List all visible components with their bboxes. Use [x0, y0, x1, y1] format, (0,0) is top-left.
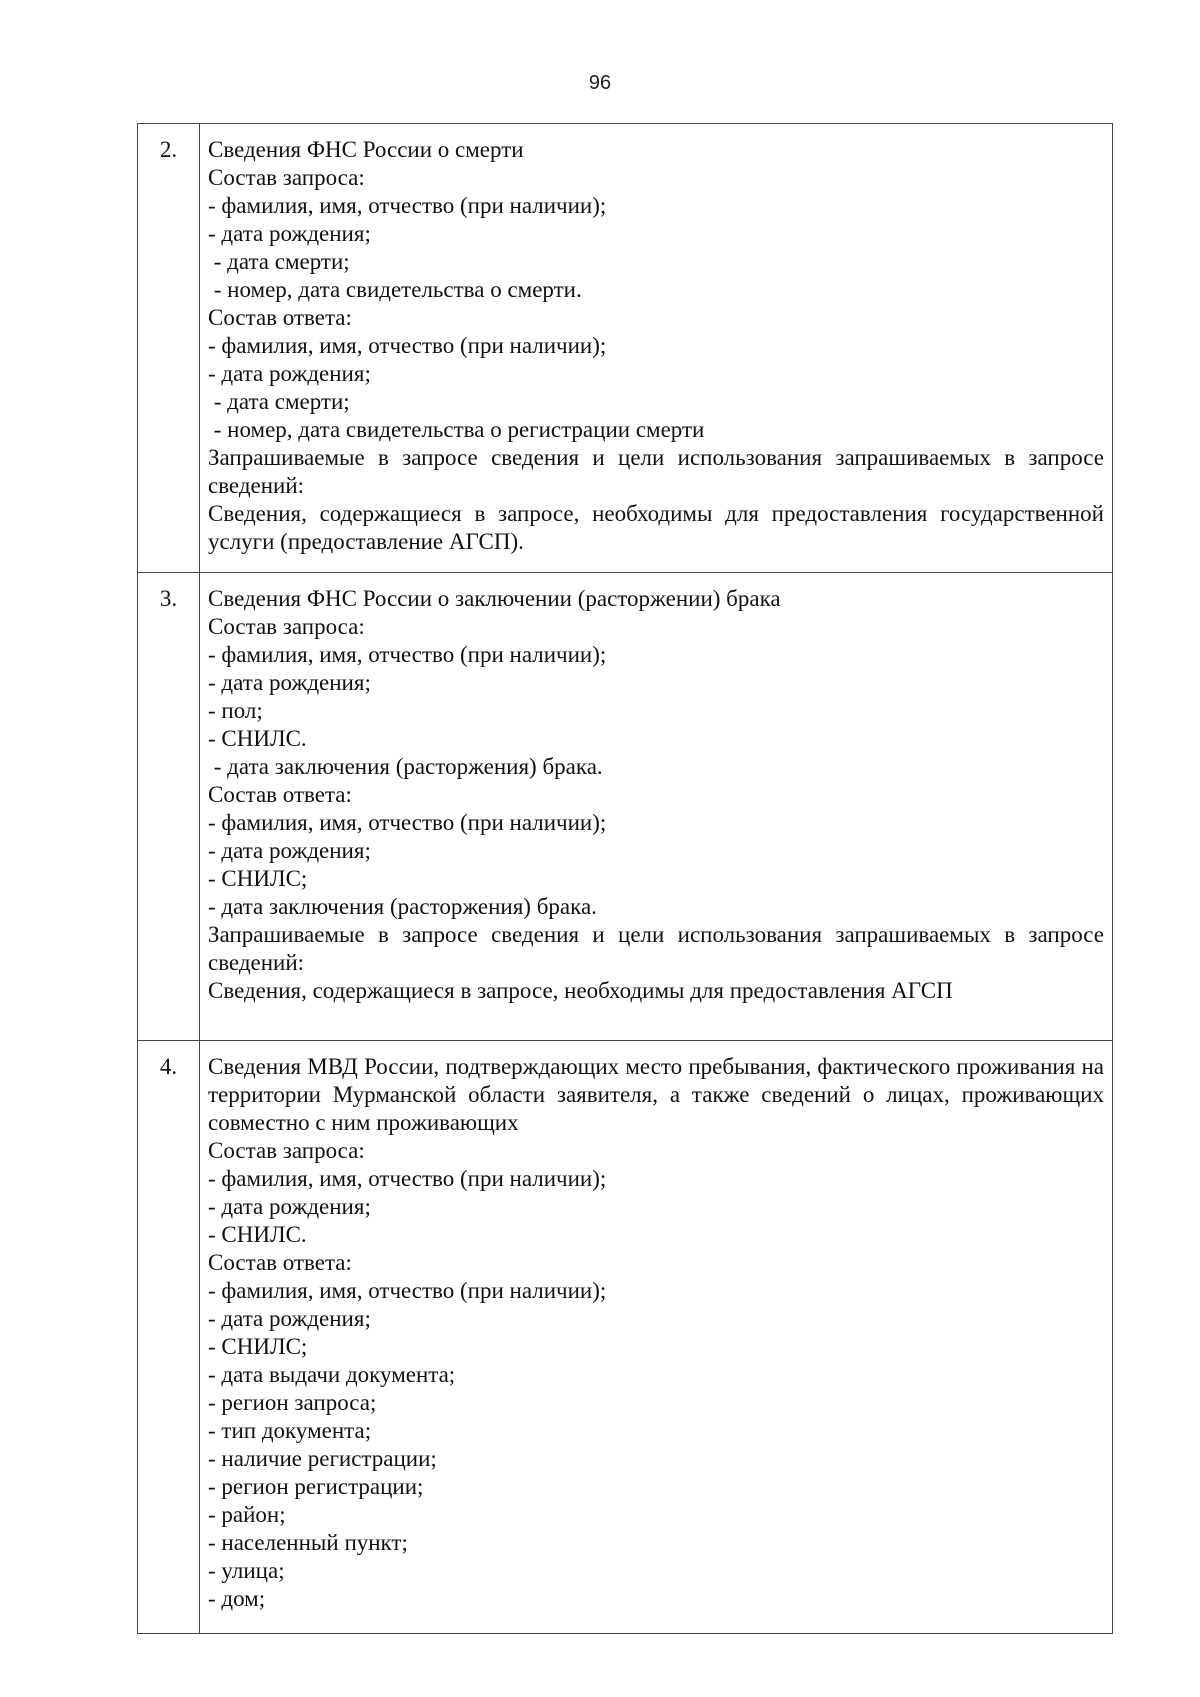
- row-number: 4.: [138, 1041, 200, 1634]
- page-number: 96: [588, 72, 612, 94]
- list-item: - номер, дата свидетельства о регистрации смерти: [208, 417, 705, 442]
- list-item: - фамилия, имя, отчество (при наличии);: [208, 642, 607, 667]
- list-item: - дата заключения (расторжения) брака.: [208, 754, 603, 779]
- response-heading: Состав ответа:: [208, 305, 352, 330]
- list-item: - регион запроса;: [208, 1390, 377, 1415]
- list-item: - номер, дата свидетельства о смерти.: [208, 277, 582, 302]
- purpose-heading: Запрашиваемые в запросе сведения и цели использования запрашиваемых в запросе сведений:: [208, 922, 1104, 975]
- list-item: - тип документа;: [208, 1418, 372, 1443]
- list-item: - регион регистрации;: [208, 1474, 424, 1499]
- table-row: [138, 124, 1113, 573]
- row-number: 2.: [138, 124, 200, 573]
- list-item: - дата рождения;: [208, 1306, 371, 1331]
- list-item: - пол;: [208, 698, 263, 723]
- list-item: - фамилия, имя, отчество (при наличии);: [208, 1278, 607, 1303]
- list-item: - СНИЛС;: [208, 1334, 308, 1359]
- purpose-heading: Запрашиваемые в запросе сведения и цели использования запрашиваемых в запросе сведений:: [208, 445, 1104, 498]
- list-item: - населенный пункт;: [208, 1530, 408, 1555]
- table-row: [138, 1041, 1113, 1634]
- row-title: Сведения ФНС России о заключении (расторжении) брака: [208, 586, 781, 611]
- list-item: - дата рождения;: [208, 670, 371, 695]
- list-item: - дата рождения;: [208, 361, 371, 386]
- list-item: - дом;: [208, 1586, 266, 1611]
- list-item: - фамилия, имя, отчество (при наличии);: [208, 193, 607, 218]
- document-table: [137, 123, 1113, 1634]
- row-number: 3.: [138, 573, 200, 1041]
- request-heading: Состав запроса:: [208, 165, 365, 190]
- response-heading: Состав ответа:: [208, 1250, 352, 1275]
- table-row: [138, 573, 1113, 1041]
- request-heading: Состав запроса:: [208, 614, 365, 639]
- list-item: - СНИЛС.: [208, 1222, 307, 1247]
- list-item: - фамилия, имя, отчество (при наличии);: [208, 333, 607, 358]
- list-item: - дата заключения (расторжения) брака.: [208, 894, 597, 919]
- purpose-text: Сведения, содержащиеся в запросе, необходимы для предоставления АГСП: [208, 978, 953, 1003]
- row-title: Сведения ФНС России о смерти: [208, 137, 524, 162]
- list-item: - улица;: [208, 1558, 285, 1583]
- list-item: - дата рождения;: [208, 838, 371, 863]
- row-content: [200, 573, 1113, 1041]
- list-item: - СНИЛС;: [208, 866, 308, 891]
- row-content: [200, 124, 1113, 573]
- list-item: - дата смерти;: [208, 389, 350, 414]
- list-item: - фамилия, имя, отчество (при наличии);: [208, 810, 607, 835]
- request-heading: Состав запроса:: [208, 1138, 365, 1163]
- purpose-text: Сведения, содержащиеся в запросе, необходимы для предоставления государственной услуги (предоставление АГСП).: [208, 501, 1104, 554]
- list-item: - дата рождения;: [208, 221, 371, 246]
- row-content: [200, 1041, 1113, 1634]
- response-heading: Состав ответа:: [208, 782, 352, 807]
- list-item: - наличие регистрации;: [208, 1446, 437, 1471]
- list-item: - дата смерти;: [208, 249, 350, 274]
- list-item: - дата рождения;: [208, 1194, 371, 1219]
- row-title: Сведения МВД России, подтверждающих место пребывания, фактического проживания на территории Мурманской области заявителя, а также сведений о лицах, проживающих совместно с ним проживающих: [208, 1054, 1104, 1135]
- list-item: - СНИЛС.: [208, 726, 307, 751]
- list-item: - район;: [208, 1502, 286, 1527]
- list-item: - фамилия, имя, отчество (при наличии);: [208, 1166, 607, 1191]
- list-item: - дата выдачи документа;: [208, 1362, 456, 1387]
